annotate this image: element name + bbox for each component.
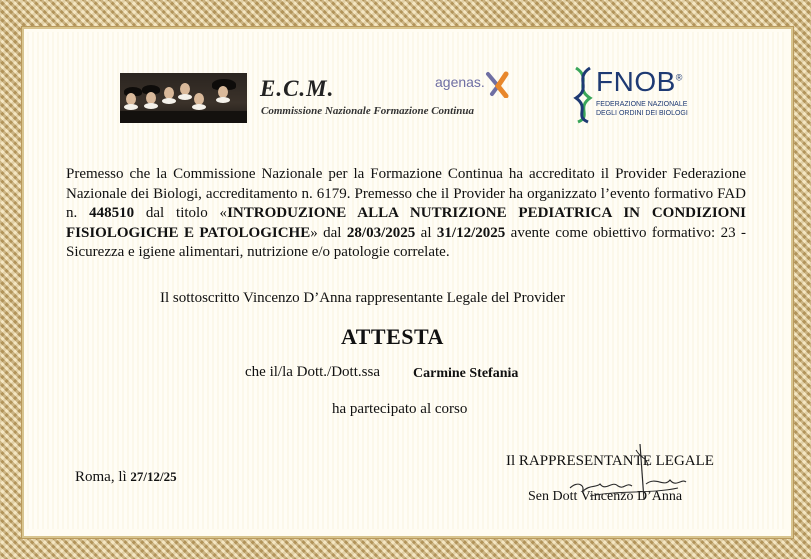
attesta-heading: ATTESTA <box>341 324 444 349</box>
course-title: INTRODUZIONE ALLA NUTRIZIONE PEDIATRICA IN CONDIZIONI FISIOLOGICHE E PATOLOGICHE <box>66 205 747 241</box>
ecm-subtitle: Commissione Nazionale Formazione Continua <box>261 105 475 117</box>
ecm-title: E.C.M. <box>260 76 335 101</box>
fnob-subtitle: FEDERAZIONE NAZIONALE DEGLI ORDINI DEI BIOLOGI <box>596 101 688 117</box>
legal-representative-title: Il RAPPRESENTANTE LEGALE <box>506 453 714 469</box>
recipient-label: che il/la Dott./Dott.ssa <box>245 364 380 380</box>
agenas-logo-text: agenas. <box>435 74 485 90</box>
date-from: 28/03/2025 <box>346 224 416 241</box>
issue-date: 27/12/25 <box>130 469 177 484</box>
premise-paragraph: Premesso che la Commissione Nazionale per la Formazione Continua ha accreditato il Provider Federazione Nazionale dei Biologi, accreditamento n. 6179. Premesso che il Provider ha organizzato l’evento formativo FAD n. 448510 dal titolo «INTRODUZIONE ALLA NUTRIZIONE PEDIATRICA IN CONDIZIONI FISIOLOGICHE E PATOLOGICHE» dal 28/03/2025 al 31/12/2025 avente come obiettivo formativo: 23 - Sicurezza e igiene alimentari, nutrizione e/o patologie correlate. <box>66 166 747 261</box>
participation-statement: ha partecipato al corso <box>332 401 468 417</box>
undersigned-statement: Il sottoscritto Vincenzo D’Anna rappresentante Legale del Provider <box>160 290 565 306</box>
legal-representative-name: Sen Dott Vincenzo D’Anna <box>528 489 683 504</box>
handwritten-signature <box>560 440 700 510</box>
date-to: 31/12/2025 <box>436 224 506 241</box>
participant-name: Carmine Stefania <box>413 366 519 381</box>
fnob-title: FNOB® <box>596 66 683 97</box>
dna-helix-icon <box>570 66 596 124</box>
ecm-painting-logo <box>120 73 247 123</box>
place-and-date: Roma, lì 27/12/25 <box>75 469 177 485</box>
agenas-logo-icon <box>484 70 512 98</box>
event-number: 448510 <box>89 205 135 222</box>
